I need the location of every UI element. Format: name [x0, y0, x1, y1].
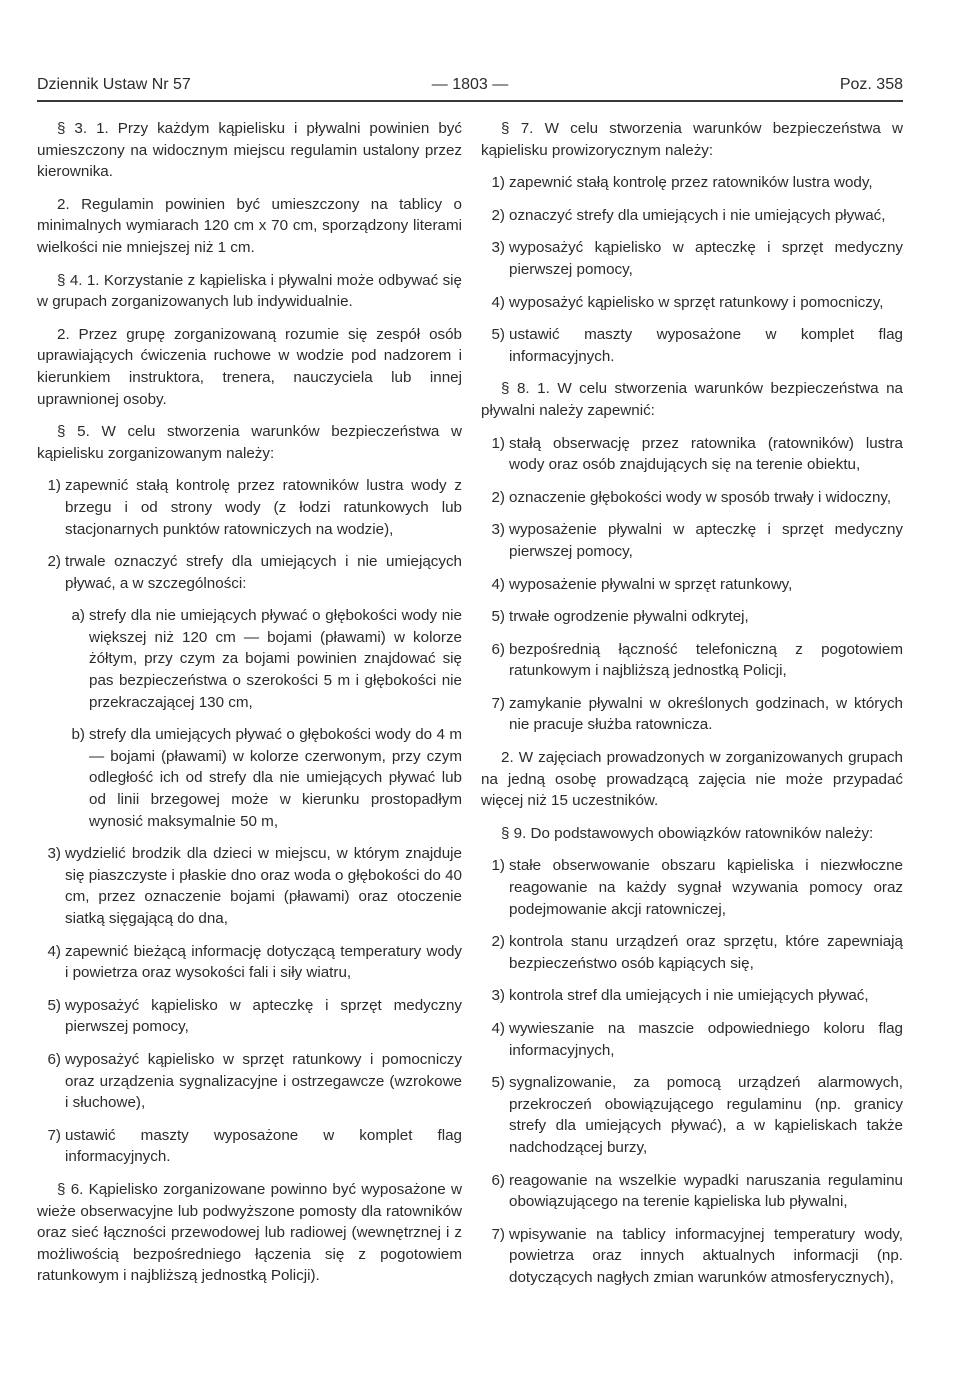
list-item: 3) wyposażenie pływalni w apteczkę i sprzęt medyczny pierwszej pomocy,: [491, 521, 903, 560]
right-column: [481, 118, 903, 1289]
list-item: 6) bezpośrednią łączność telefoniczną z pogotowiem ratunkowym i najbliższą jednostką Policji,: [491, 640, 903, 680]
paragraph-6: § 6. Kąpielisko zorganizowane powinno być wyposażone w wieże obserwacyjne lub podwyższone pomosty dla ratowników oraz sieć łączności przewodowej lub radiowej (wewnętrznej i z możliwością bezpośredniego łączenia się z pogotowiem ratunkowym i najbliższą jednostką Policji).: [37, 1180, 462, 1285]
paragraph-8-1: § 8. 1. W celu stworzenia warunków bezpieczeństwa na pływalni należy zapewnić:: [481, 380, 903, 419]
list-item: 3) kontrola stref dla umiejących i nie umiejących pływać,: [491, 987, 869, 1005]
list-item: 2) kontrola stanu urządzeń oraz sprzętu, które zapewniają bezpieczeństwo osób kąpiących się,: [491, 933, 903, 972]
header-rule: [37, 100, 903, 102]
list-item: 6) reagowanie na wszelkie wypadki naruszania regulaminu obowiązującego na terenie kąpieliska lub pływalni,: [491, 1171, 903, 1211]
list-item: 1) zapewnić stałą kontrolę przez ratowników lustra wody,: [491, 174, 873, 192]
list-item: 6) wyposażyć kąpielisko w sprzęt ratunkowy i pomocniczy oraz urządzenia sygnalizacyjne i ostrzegawcze (wzrokowe i słuchowe),: [47, 1050, 462, 1112]
paragraph-4-2: 2. Przez grupę zorganizowaną rozumie się zespół osób uprawiających ćwiczenia ruchowe w wodzie pod nadzorem i kierunkiem instruktora, trenera, nauczyciela lub innej uprawnionej osoby.: [37, 325, 462, 408]
list-item: 3) wyposażyć kąpielisko w apteczkę i sprzęt medyczny pierwszej pomocy,: [491, 239, 903, 278]
paragraph-7: § 7. W celu stworzenia warunków bezpieczeństwa w kąpielisku prowizorycznym należy:: [481, 120, 903, 159]
page-number: — 1803 —: [431, 76, 509, 93]
list-item: 4) wyposażyć kąpielisko w sprzęt ratunkowy i pomocniczy,: [491, 293, 884, 311]
list-item: 5) ustawić maszty wyposażone w komplet flag informacyjnych.: [491, 326, 903, 365]
left-column: [37, 118, 462, 1287]
paragraph-9: § 9. Do podstawowych obowiązków ratowników należy:: [501, 824, 874, 842]
paragraph-5: § 5. W celu stworzenia warunków bezpieczeństwa w kąpielisku zorganizowanym należy:: [37, 423, 462, 462]
list-item: 7) zamykanie pływalni w określonych godzinach, w których nie pracuje służba ratownicza.: [491, 694, 903, 734]
list-item: 7) ustawić maszty wyposażone w komplet flag informacyjnych.: [47, 1126, 462, 1166]
paragraph-8-2: 2. W zajęciach prowadzonych w zorganizowanych grupach na jedną osobę prowadzącą zajęcia nie może przypadać więcej niż 15 uczestników.: [481, 749, 903, 810]
list-item: 5) sygnalizowanie, za pomocą urządzeń alarmowych, przekroczeń obowiązującego regulaminu (np. granicy strefy dla umiejących pływać), a w kąpieliskach także nadchodzącej burzy,: [491, 1074, 903, 1156]
paragraph-3-1: § 3. 1. Przy każdym kąpielisku i pływalni powinien być umieszczony na widocznym miejscu regulamin ustalony przez kierownika.: [37, 120, 462, 181]
list-item: 1) zapewnić stałą kontrolę przez ratowników lustra wody z brzegu i od strony wody (z łodzi ratunkowych lub stacjonarnych punktów ratowniczych na wodzie),: [47, 477, 462, 538]
list-item: 3) wydzielić brodzik dla dzieci w miejscu, w którym znajduje się piaszczyste i płaskie dno oraz woda o głębokości do 40 cm, przez oznaczenie bojami (pławami) oraz otoczenie siatką sięgającą do dna,: [47, 845, 462, 927]
page-header: [37, 74, 903, 100]
sub-list-item: a) strefy dla nie umiejących pływać o głębokości wody nie większej niż 120 cm — bojami (pławami) w kolorze żółtym, przy czym za bojami powinien znajdować się pas bezpieczeństwa o szerokości 5 m i głębokości nie przekraczającej 130 cm,: [71, 607, 462, 711]
list-item: 1) stałe obserwowanie obszaru kąpieliska i niezwłoczne reagowanie na każdy sygnał wzywania pomocy oraz podejmowanie akcji ratowniczej,: [491, 857, 903, 918]
list-item: 4) zapewnić bieżącą informację dotyczącą temperatury wody i powietrza oraz wysokości fali i siły wiatru,: [47, 942, 462, 982]
sub-list-item: b) strefy dla umiejących pływać o głębokości wody do 4 m — bojami (pławami) w kolorze czerwonym, przy czym odległość ich od strefy dla nie umiejących pływać lub od linii brzegowej może w kierunku prostopadłym wynosić maksymalnie 50 m,: [71, 726, 462, 830]
list-item: 2) oznaczenie głębokości wody w sposób trwały i widoczny,: [491, 488, 892, 506]
list-item: 4) wyposażenie pływalni w sprzęt ratunkowy,: [491, 575, 793, 593]
list-item: 5) trwałe ogrodzenie pływalni odkrytej,: [491, 608, 749, 626]
list-item: 7) wpisywanie na tablicy informacyjnej temperatury wody, powietrza oraz innych aktualnych informacji (np. dotyczących nagłych zmian warunków atmosferycznych),: [491, 1225, 903, 1286]
paragraph-4-1: § 4. 1. Korzystanie z kąpieliska i pływalni może odbywać się w grupach zorganizowanych lub indywidualnie.: [37, 271, 462, 311]
list-item: 2) trwale oznaczyć strefy dla umiejących i nie umiejących pływać, a w szczególności:: [47, 553, 462, 592]
paragraph-3-2: 2. Regulamin powinien być umieszczony na tablicy o minimalnych wymiarach 120 cm x 70 cm, sporządzony literami wielkości nie mniejszej niż 1 cm.: [37, 195, 462, 256]
journal-title: Dziennik Ustaw Nr 57: [37, 76, 191, 93]
list-item: 4) wywieszanie na maszcie odpowiedniego koloru flag informacyjnych,: [491, 1020, 903, 1059]
list-item: 5) wyposażyć kąpielisko w apteczkę i sprzęt medyczny pierwszej pomocy,: [47, 996, 462, 1036]
list-item: 1) stałą obserwację przez ratownika (ratowników) lustra wody oraz osób znajdujących się na terenie obiektu,: [491, 434, 903, 474]
position-number: Poz. 358: [839, 76, 903, 93]
list-item: 2) oznaczyć strefy dla umiejących i nie umiejących pływać,: [491, 206, 886, 224]
